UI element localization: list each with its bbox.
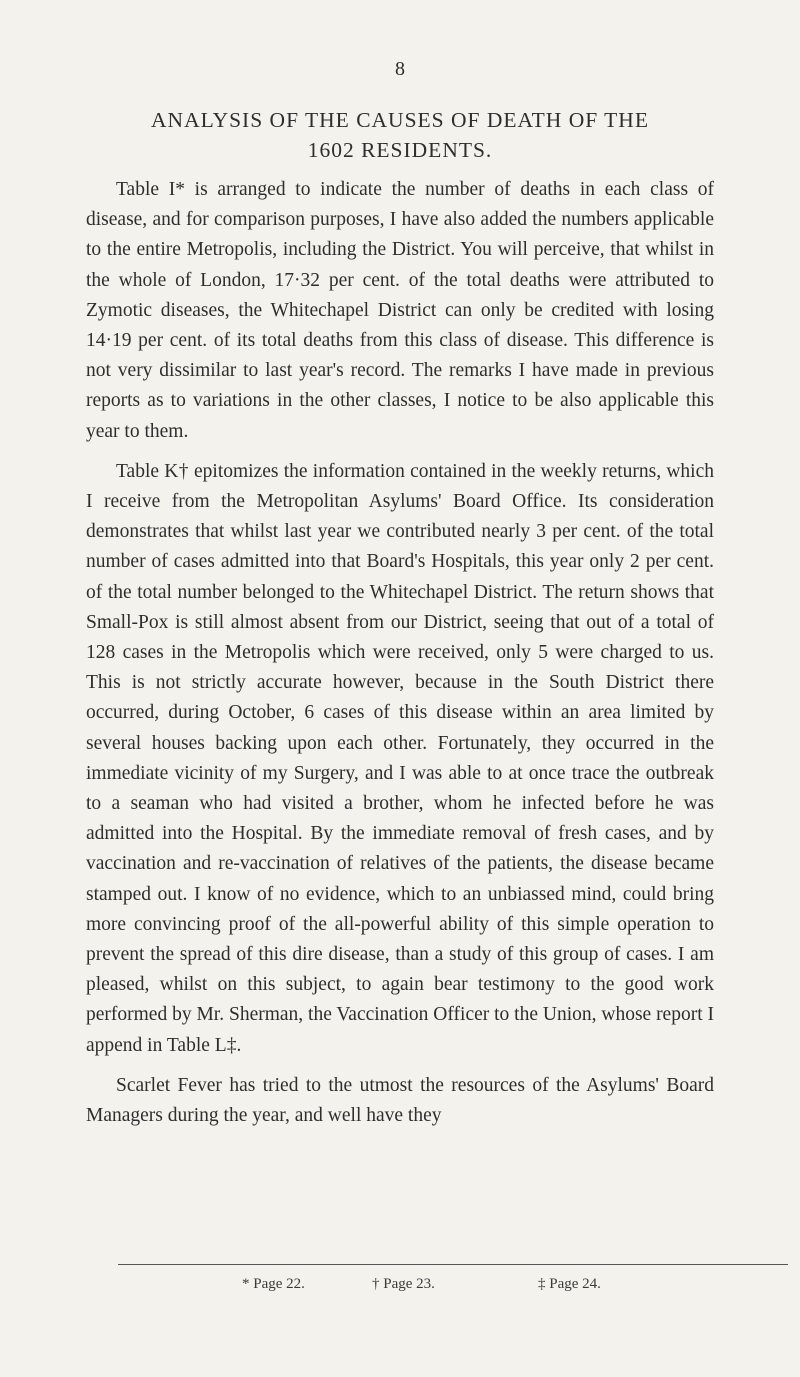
footnote-2: † Page 23. — [372, 1276, 435, 1292]
document-page — [86, 58, 714, 1141]
paragraph-zymotic-diseases: Table I* is arranged to indicate the number of deaths in each class of disease, and for comparison purposes, I have also added the numbers applicable to the entire Metropolis, including the District. You will perceive, that whilst in the whole of London, 17·32 per cent. of the total deaths were attributed to Zymotic diseases, the Whitechapel District can only be credited with losing 14·19 per cent. of its total deaths from this class of disease. This difference is not very dissimilar to last year's record. The remarks I have made in previous reports as to variations in the other classes, I notice to be also applicable this year to them. — [86, 179, 714, 442]
paragraph-scarlet-fever: Scarlet Fever has tried to the utmost the resources of the Asylums' Board Managers during the year, and well have they — [86, 1074, 714, 1127]
title-line-1: ANALYSIS OF THE CAUSES OF DEATH OF THE — [151, 108, 649, 132]
footnote-divider — [118, 1264, 788, 1265]
page-number: 8 — [395, 58, 405, 80]
footnote-1: * Page 22. — [242, 1276, 305, 1292]
footnote-3: ‡ Page 24. — [538, 1276, 601, 1292]
paragraph-asylums-board-returns: Table K† epitomizes the information contained in the weekly returns, which I receive from the Metropolitan Asylums' Board Office. Its consideration demonstrates that whilst last year we contributed nearly 3 per cent. of the total number of cases admitted into that Board's Hospitals, this year only 2 per cent. of the total number belonged to the Whitechapel District. The return shows that Small-Pox is still almost absent from our District, seeing that out of a total of 128 cases in the Metropolis which were received, only 5 were charged to us. This is not strictly accurate however, because in the South District there occurred, during October, 6 cases of this disease within an area limited by several houses backing upon each other. Fortunately, they occurred in the immediate vicinity of my Surgery, and I was able to at once trace the outbreak to a seaman who had visited a brother, whom he infected before he was admitted into the Hospital. By the immediate removal of fresh cases, and by vaccination and re-vaccination of relatives of the patients, the disease became stamped out. I know of no evidence, which to an unbiassed mind, could bring more convincing proof of the all-powerful ability of this simple operation to prevent the spread of this dire disease, than a study of this group of cases. I am pleased, whilst on this subject, to again bear testimony to the good work performed by Mr. Sherman, the Vaccination Officer to the Union, whose report I append in Table L‡. — [86, 460, 714, 1056]
page-title — [86, 105, 714, 165]
title-line-2: 1602 RESIDENTS. — [307, 138, 493, 162]
